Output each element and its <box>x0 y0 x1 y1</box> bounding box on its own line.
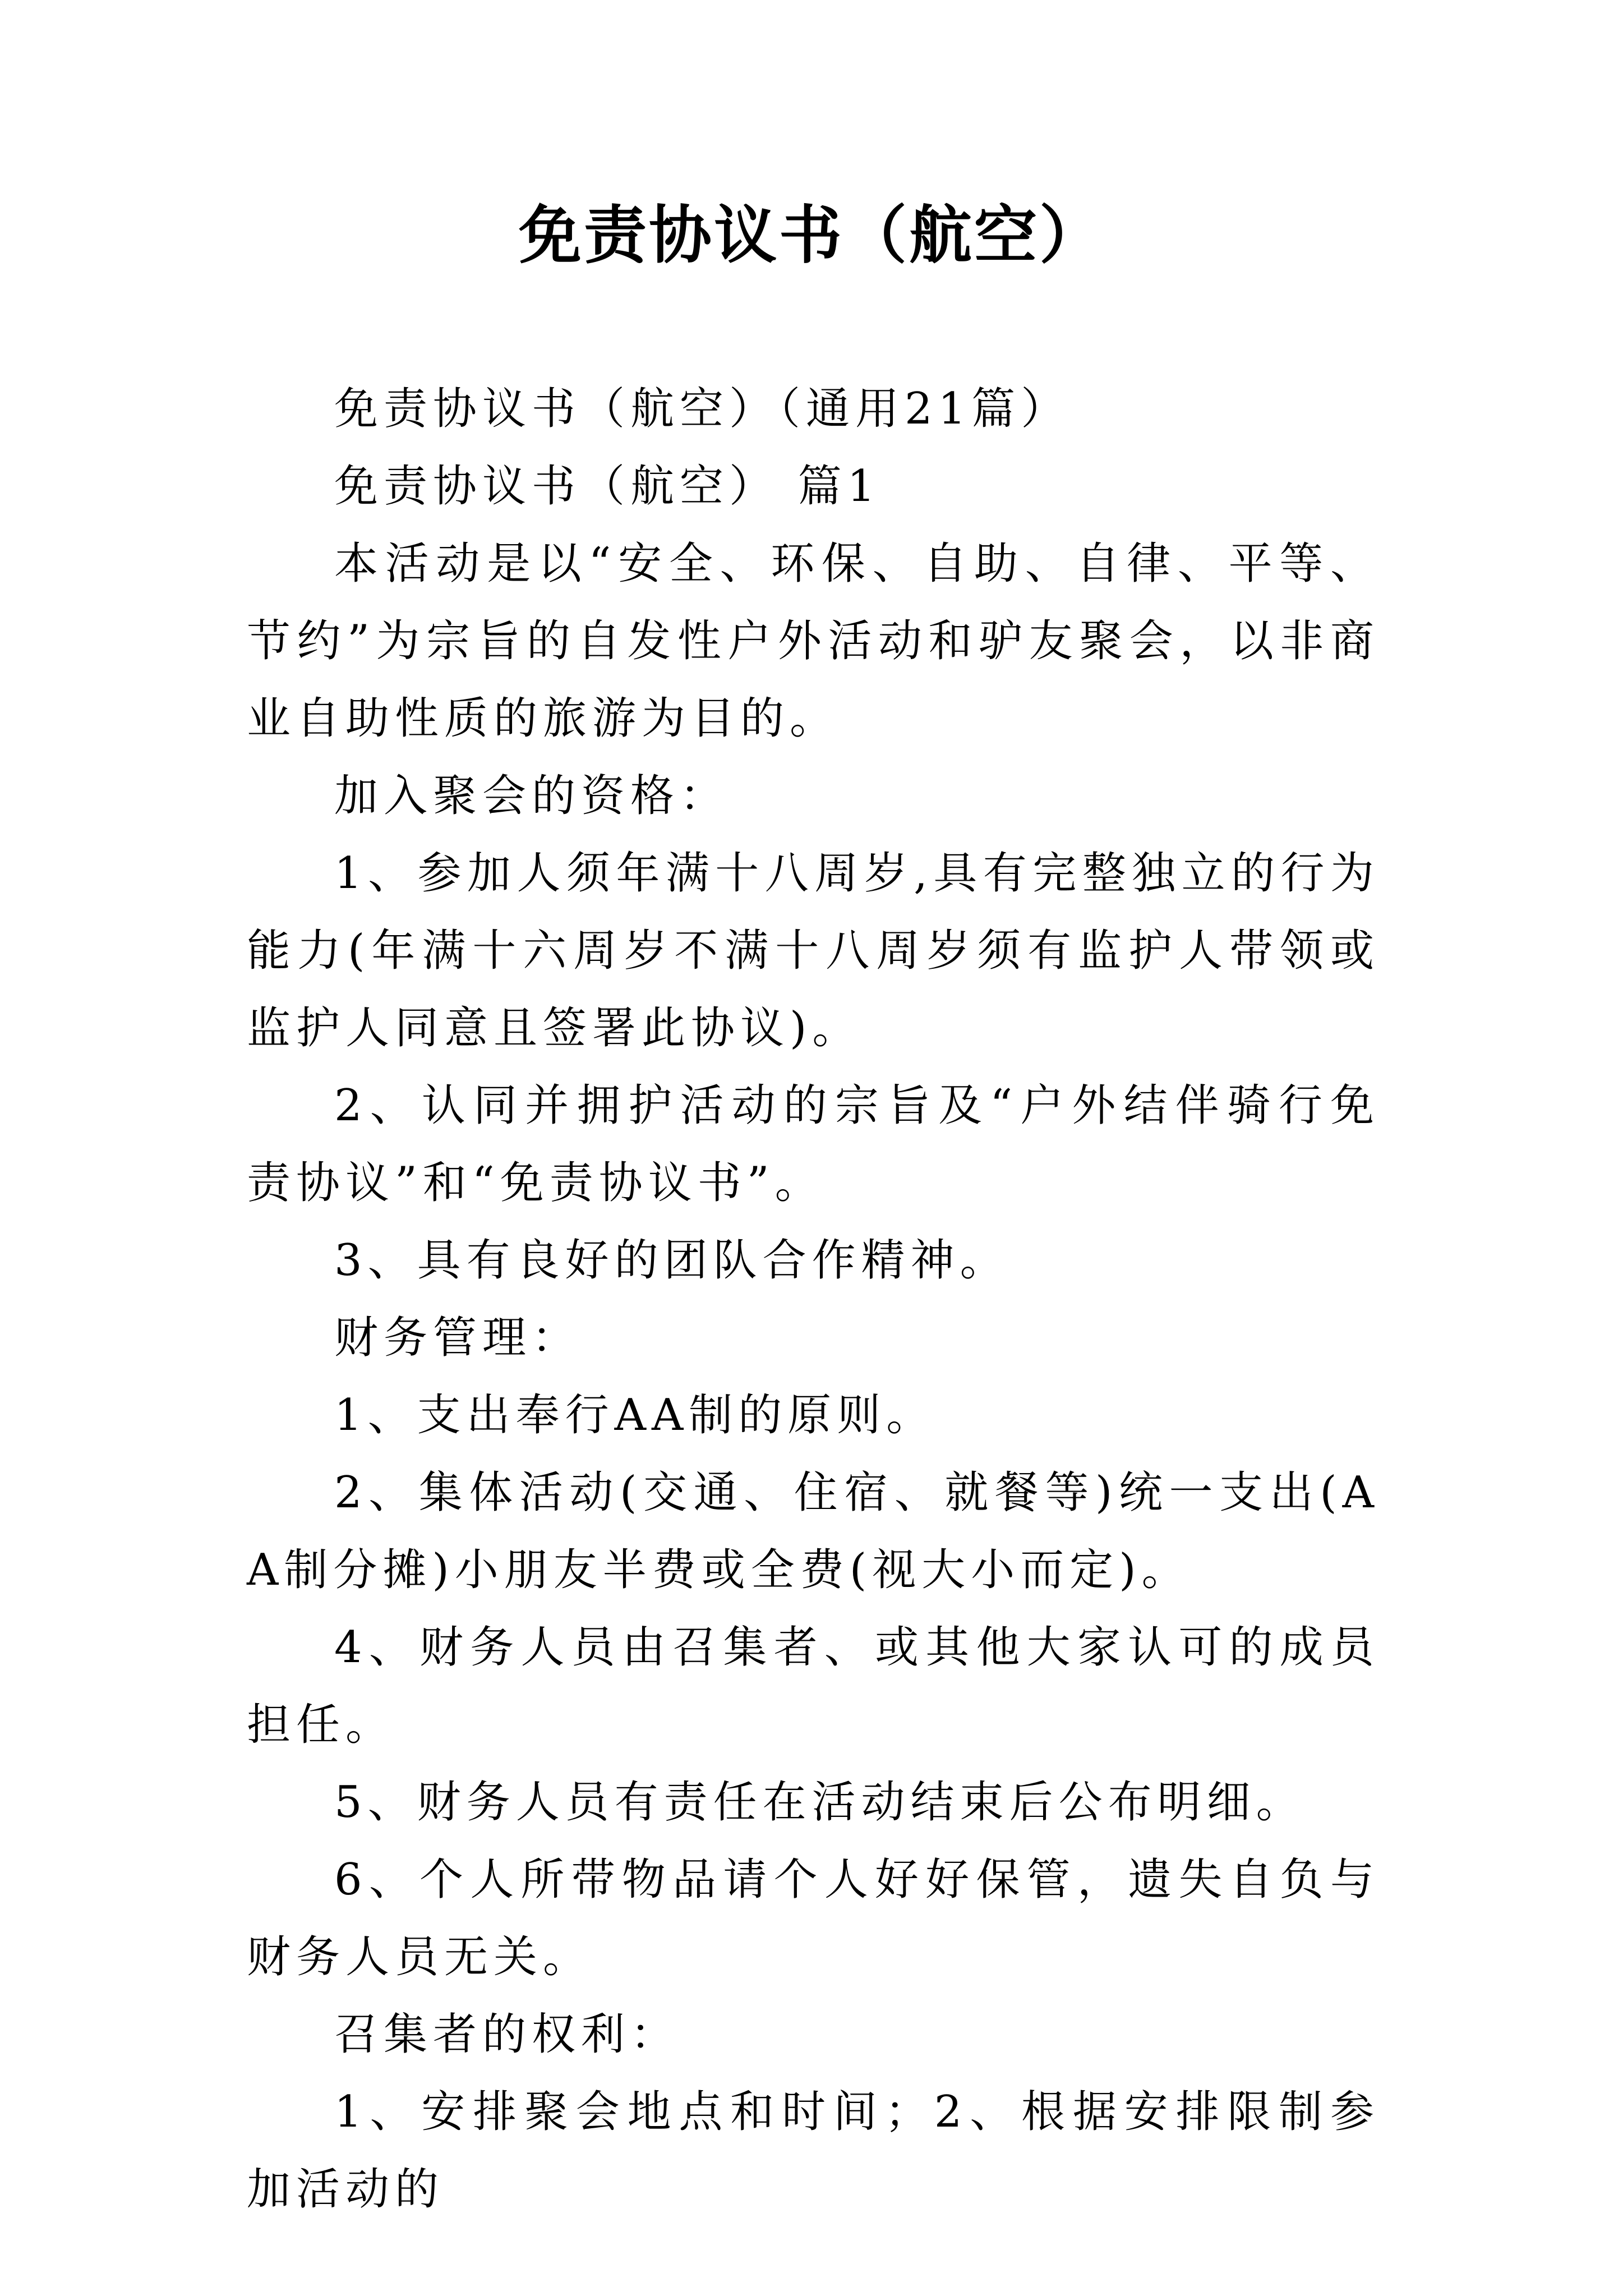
body-paragraph: 6、个人所带物品请个人好好保管，遗失自负与财务人员无关。 <box>247 1855 1380 1982</box>
body-paragraph: 财务管理： <box>334 1313 582 1363</box>
subtitle-paragraph: 免责协议书（航空）（通用21篇） <box>334 384 1071 434</box>
body-paragraph: 1、参加人须年满十八周岁,具有完整独立的行为能力(年满十六周岁不满十八周岁须有监护人带领或监护人同意且签署此协议)。 <box>247 848 1380 1053</box>
body-paragraph: 1、支出奉行AA制的原则。 <box>334 1390 936 1441</box>
section-heading: 免责协议书（航空） 篇1 <box>334 461 881 512</box>
body-paragraph: 2、集体活动(交通、住宿、就餐等)统一支出(AA制分摊)小朋友半费或全费(视大小而定)。 <box>247 1467 1380 1595</box>
body-paragraph: 本活动是以“安全、环保、自助、自律、平等、节约”为宗旨的自发性户外活动和驴友聚会，以非商业自助性质的旅游为目的。 <box>247 539 1380 744</box>
body-paragraph: 5、财务人员有责任在活动结束后公布明细。 <box>334 1777 1306 1828</box>
body-paragraph: 4、财务人员由召集者、或其他大家认可的成员担任。 <box>247 1622 1380 1750</box>
document-body <box>247 370 1380 2228</box>
body-paragraph: 3、具有良好的团队合作精神。 <box>334 1235 1009 1286</box>
body-paragraph: 加入聚会的资格： <box>334 771 730 821</box>
body-paragraph: 召集者的权利： <box>334 2009 680 2060</box>
body-paragraph: 2、认同并拥护活动的宗旨及“户外结伴骑行免责协议”和“免责协议书”。 <box>247 1080 1380 1208</box>
document-title: 免责协议书（航空） <box>519 199 1104 272</box>
body-paragraph: 1、安排聚会地点和时间；2、根据安排限制参加活动的 <box>247 2087 1380 2215</box>
